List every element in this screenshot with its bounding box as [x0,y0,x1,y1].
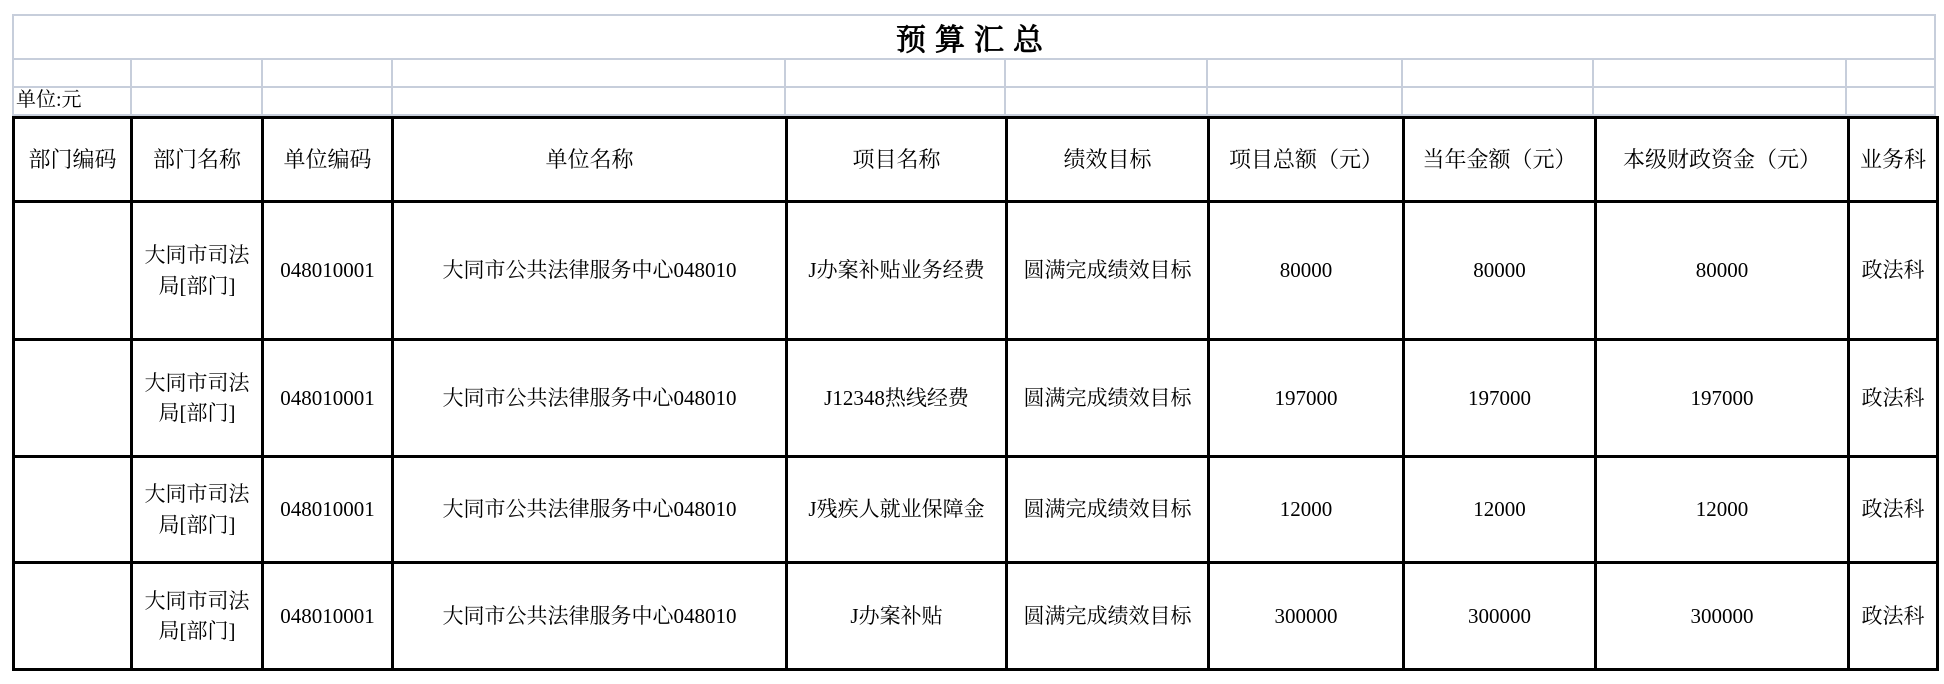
header-cell[interactable]: 当年金额（元） [1404,118,1596,202]
table-cell[interactable]: 197000 [1596,340,1849,457]
empty-cell[interactable] [14,60,132,88]
table-cell[interactable]: 12000 [1209,457,1404,563]
table-cell[interactable] [14,563,132,670]
table-cell[interactable] [14,340,132,457]
table-cell[interactable]: 圆满完成绩效目标 [1007,202,1209,340]
table-row [14,202,1938,340]
empty-cell[interactable] [263,60,393,88]
table-cell[interactable]: J残疾人就业保障金 [787,457,1007,563]
table-row [14,457,1938,563]
table-cell[interactable]: 12000 [1596,457,1849,563]
header-cell[interactable]: 绩效目标 [1007,118,1209,202]
header-cell[interactable]: 单位名称 [393,118,787,202]
table-cell[interactable]: 大同市公共法律服务中心048010 [393,202,787,340]
empty-cell[interactable] [1208,60,1403,88]
header-cell[interactable]: 单位编码 [263,118,393,202]
table-cell[interactable]: J办案补贴业务经费 [787,202,1007,340]
empty-cell[interactable] [132,60,263,88]
table-row [14,340,1938,457]
empty-cell[interactable] [263,88,393,116]
table-cell[interactable]: 048010001 [263,340,393,457]
header-cell[interactable]: 本级财政资金（元） [1596,118,1849,202]
table-cell[interactable]: 300000 [1404,563,1596,670]
empty-cell[interactable] [1847,88,1936,116]
sheet-title-cell[interactable]: 预算汇总 [12,14,1936,60]
table-cell[interactable]: 大同市司法局[部门] [132,340,263,457]
table-cell[interactable]: 大同市公共法律服务中心048010 [393,457,787,563]
table-cell[interactable]: 197000 [1404,340,1596,457]
table-cell[interactable]: 80000 [1596,202,1849,340]
header-cell[interactable]: 部门编码 [14,118,132,202]
table-cell[interactable]: 197000 [1209,340,1404,457]
header-row [14,118,1938,202]
table-cell[interactable]: J12348热线经费 [787,340,1007,457]
empty-grid-row [12,60,1936,88]
table-cell[interactable]: 80000 [1209,202,1404,340]
empty-cell[interactable] [1208,88,1403,116]
table-cell[interactable]: 12000 [1404,457,1596,563]
table-cell[interactable]: J办案补贴 [787,563,1007,670]
header-cell[interactable]: 项目名称 [787,118,1007,202]
table-cell[interactable]: 300000 [1596,563,1849,670]
empty-cell[interactable] [1006,60,1208,88]
empty-cell[interactable] [1403,88,1595,116]
empty-cell[interactable] [132,88,263,116]
header-cell[interactable]: 业务科 [1849,118,1938,202]
empty-cell[interactable] [1006,88,1208,116]
header-cell[interactable]: 部门名称 [132,118,263,202]
table-cell[interactable]: 大同市司法局[部门] [132,457,263,563]
table-cell[interactable] [14,202,132,340]
table-cell[interactable]: 政法科 [1849,340,1938,457]
table-cell[interactable]: 048010001 [263,563,393,670]
table-cell[interactable]: 300000 [1209,563,1404,670]
header-cell[interactable]: 项目总额（元） [1209,118,1404,202]
empty-cell[interactable] [786,88,1006,116]
table-cell[interactable]: 圆满完成绩效目标 [1007,457,1209,563]
empty-cell[interactable] [393,88,787,116]
table-cell[interactable]: 大同市公共法律服务中心048010 [393,563,787,670]
table-cell[interactable]: 政法科 [1849,202,1938,340]
table-cell[interactable]: 政法科 [1849,457,1938,563]
table-row [14,563,1938,670]
table-cell[interactable] [14,457,132,563]
unit-note: 单位:元 [16,89,82,111]
table-cell[interactable]: 圆满完成绩效目标 [1007,340,1209,457]
empty-cell[interactable] [1847,60,1936,88]
table-cell[interactable]: 大同市司法局[部门] [132,202,263,340]
table-cell[interactable]: 大同市公共法律服务中心048010 [393,340,787,457]
budget-table [12,116,1939,671]
empty-cell[interactable] [786,60,1006,88]
unit-note-row [12,88,1936,116]
table-body [14,202,1938,670]
empty-cell[interactable] [1594,88,1847,116]
empty-cell[interactable] [1403,60,1595,88]
table-cell[interactable]: 大同市司法局[部门] [132,563,263,670]
empty-cell[interactable] [14,88,132,116]
table-cell[interactable]: 圆满完成绩效目标 [1007,563,1209,670]
empty-cell[interactable] [393,60,787,88]
empty-cell[interactable] [1594,60,1847,88]
table-cell[interactable]: 80000 [1404,202,1596,340]
table-cell[interactable]: 048010001 [263,202,393,340]
table-cell[interactable]: 政法科 [1849,563,1938,670]
table-cell[interactable]: 048010001 [263,457,393,563]
